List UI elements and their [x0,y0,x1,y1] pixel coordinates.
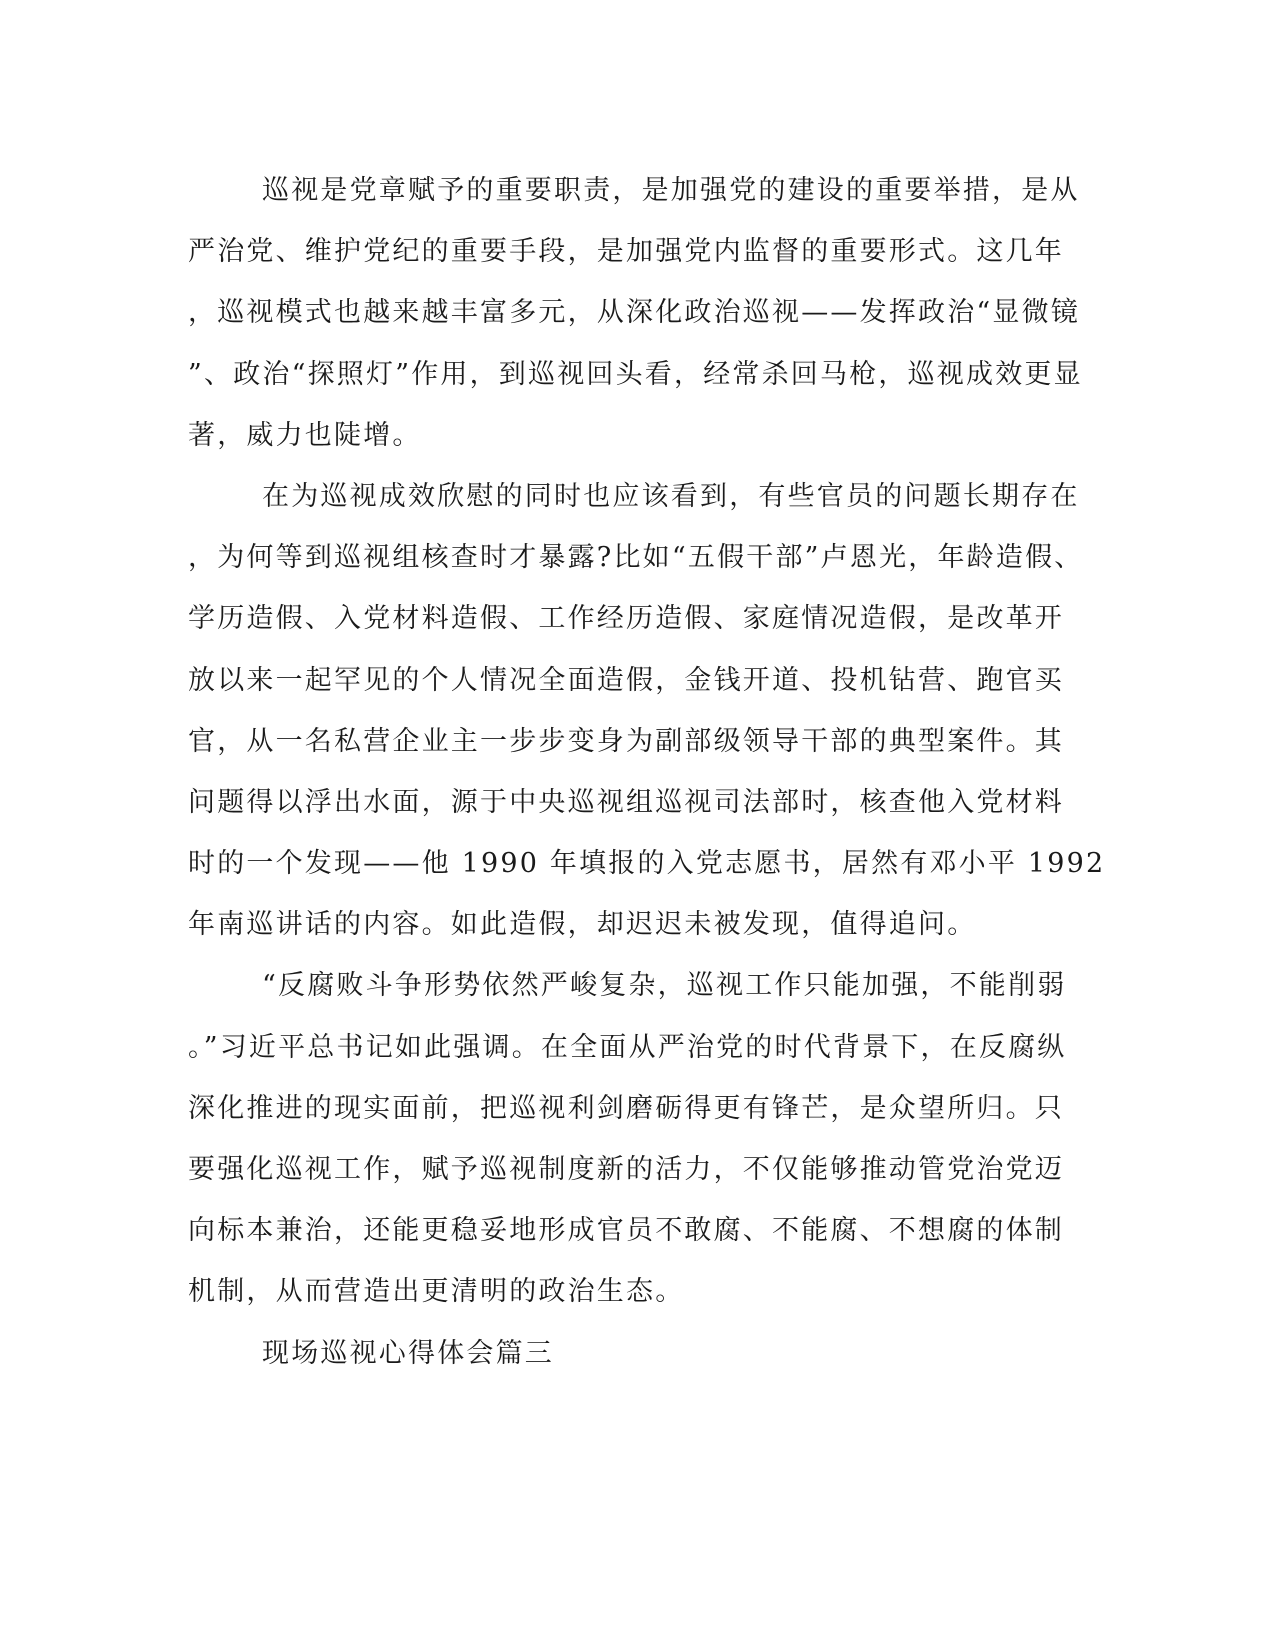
paragraph-line: ”、政治“探照灯”作用，到巡视回头看，经常杀回马枪，巡视成效更显 [188,358,1083,390]
paragraph-line: 巡视是党章赋予的重要职责，是加强党的建设的重要举措，是从 [262,175,1080,206]
paragraph-1 [188,160,1083,466]
paragraph-line: 年南巡讲话的内容。如此造假，却迟迟未被发现，值得追问。 [188,909,977,941]
paragraph-line: 机制，从而营造出更清明的政治生态。 [188,1276,685,1308]
paragraph-line: 官，从一名私营企业主一步步变身为副部级领导干部的典型案件。其 [188,725,1064,757]
section-heading: 现场巡视心得体会篇三 [262,1337,554,1369]
paragraph-line: 学历造假、入党材料造假、工作经历造假、家庭情况造假，是改革开 [188,603,1064,635]
paragraph-line: 向标本兼治，还能更稳妥地形成官员不敢腐、不能腐、不想腐的体制 [188,1215,1064,1247]
paragraph-line: ，巡视模式也越来越丰富多元，从深化政治巡视——发挥政治“显微镜 [188,297,1081,329]
paragraph-line: 放以来一起罕见的个人情况全面造假，金钱开道、投机钻营、跑官买 [188,664,1064,696]
paragraph-line: “反腐败斗争形势依然严峻复杂，巡视工作只能加强，不能削弱 [262,970,1067,1002]
paragraph-line: ，为何等到巡视组核查时才暴露?比如“五假干部”卢恩光，年龄造假、 [188,542,1084,574]
paragraph-line: 问题得以浮出水面，源于中央巡视组巡视司法部时，核查他入党材料 [188,786,1064,818]
paragraph-line: 要强化巡视工作，赋予巡视制度新的活力，不仅能够推动管党治党迈 [188,1154,1064,1185]
paragraph-line: 在为巡视成效欣慰的同时也应该看到，有些官员的问题长期存在 [262,480,1080,512]
paragraph-line: 严治党、维护党纪的重要手段，是加强党内监督的重要形式。这几年 [188,236,1064,268]
paragraph-2 [188,466,1106,956]
document-body [188,160,1106,1384]
paragraph-line: 深化推进的现实面前，把巡视利剑磨砺得更有锋芒，是众望所归。只 [188,1092,1064,1124]
paragraph-line: 时的一个发现——他 1990 年填报的入党志愿书，居然有邓小平 1992 [188,848,1106,880]
paragraph-3 [188,955,1073,1322]
paragraph-line: 。”习近平总书记如此强调。在全面从严治党的时代背景下，在反腐纵 [188,1031,1067,1063]
paragraph-line: 著，威力也陡增。 [188,419,422,451]
